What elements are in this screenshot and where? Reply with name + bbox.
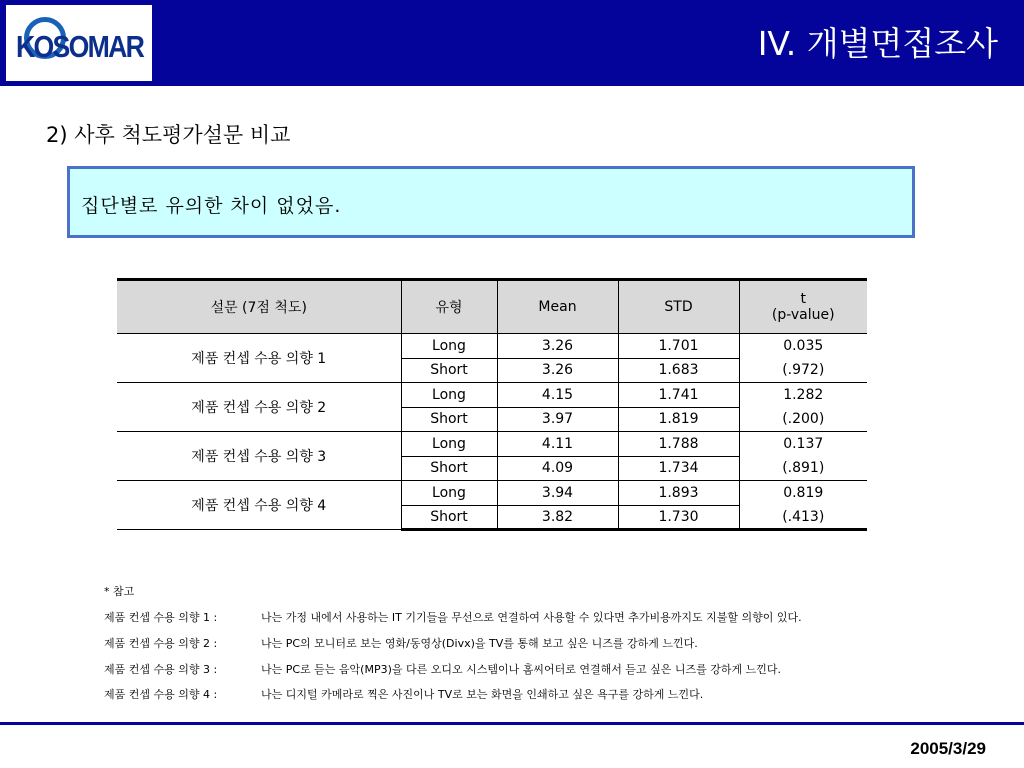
mean-cell: 4.15 [497,383,618,408]
type-cell: Short [401,505,497,530]
section-title: 2) 사후 척도평가설문 비교 [46,123,291,147]
std-cell: 1.730 [618,505,739,530]
type-cell: Long [401,334,497,359]
mean-cell: 3.26 [497,358,618,383]
summary-text: 집단별로 유의한 차이 없었음. [81,195,342,217]
note-text: 나는 가정 내에서 사용하는 IT 기기들을 무선으로 연결하여 사용할 수 있다면 추가비용까지도 지불할 의향이 있다. [261,611,802,624]
p-value-cell: (.891) [739,456,867,481]
footer-divider [0,722,1024,725]
footer-date: 2005/3/29 [910,739,986,758]
logo-text: KOSOMAR [16,29,144,64]
col-header-std: STD [618,280,739,334]
note-label: 제품 컨셉 수용 의향 3 : [104,663,218,676]
question-cell: 제품 컨셉 수용 의향 4 [117,481,401,530]
header-bar [0,0,1024,86]
note-text: 나는 PC의 모니터로 보는 영화/동영상(Divx)을 TV를 통해 보고 싶은 니즈를 강하게 느낀다. [261,637,698,650]
note-text: 나는 디지털 카메라로 찍은 사진이나 TV로 보는 화면을 인쇄하고 싶은 욕구를 강하게 느낀다. [261,688,704,701]
summary-callout [67,166,915,238]
note-label: 제품 컨셉 수용 의향 2 : [104,637,218,650]
table-row [117,383,867,408]
mean-cell: 4.11 [497,432,618,457]
t-cell: 1.282 [739,383,867,408]
mean-cell: 3.26 [497,334,618,359]
std-cell: 1.701 [618,334,739,359]
type-cell: Short [401,407,497,432]
question-cell: 제품 컨셉 수용 의향 1 [117,334,401,383]
t-cell: 0.035 [739,334,867,359]
p-value-cell: (.413) [739,505,867,530]
std-cell: 1.734 [618,456,739,481]
note-text: 나는 PC로 듣는 음악(MP3)을 다른 오디오 시스템이나 홈씨어터로 연결해서 듣고 싶은 니즈를 강하게 느낀다. [261,663,782,676]
t-cell: 0.819 [739,481,867,506]
type-cell: Long [401,481,497,506]
std-cell: 1.683 [618,358,739,383]
std-cell: 1.788 [618,432,739,457]
p-value-label: (p-value) [771,307,835,323]
note-label: 제품 컨셉 수용 의향 1 : [104,611,218,624]
type-cell: Long [401,432,497,457]
std-cell: 1.741 [618,383,739,408]
type-cell: Long [401,383,497,408]
std-cell: 1.893 [618,481,739,506]
mean-cell: 3.82 [497,505,618,530]
p-value-cell: (.200) [739,407,867,432]
mean-cell: 3.97 [497,407,618,432]
question-cell: 제품 컨셉 수용 의향 2 [117,383,401,432]
std-cell: 1.819 [618,407,739,432]
type-cell: Short [401,358,497,383]
t-label: t [800,291,806,307]
type-cell: Short [401,456,497,481]
mean-cell: 3.94 [497,481,618,506]
t-cell: 0.137 [739,432,867,457]
slide-title: IV. 개별면접조사 [757,24,998,63]
p-value-cell: (.972) [739,358,867,383]
notes-heading: * 참고 [104,585,135,598]
col-header-mean: Mean [497,280,618,334]
table-row [117,432,867,457]
table-row [117,481,867,506]
table-header-row [117,280,867,334]
note-label: 제품 컨셉 수용 의향 4 : [104,688,218,701]
mean-cell: 4.09 [497,456,618,481]
col-header-question: 설문 (7점 척도) [117,280,401,334]
results-table [117,278,867,531]
col-header-type: 유형 [401,280,497,334]
table-row [117,334,867,359]
col-header-t [739,280,867,334]
kosomar-logo [6,5,152,81]
question-cell: 제품 컨셉 수용 의향 3 [117,432,401,481]
